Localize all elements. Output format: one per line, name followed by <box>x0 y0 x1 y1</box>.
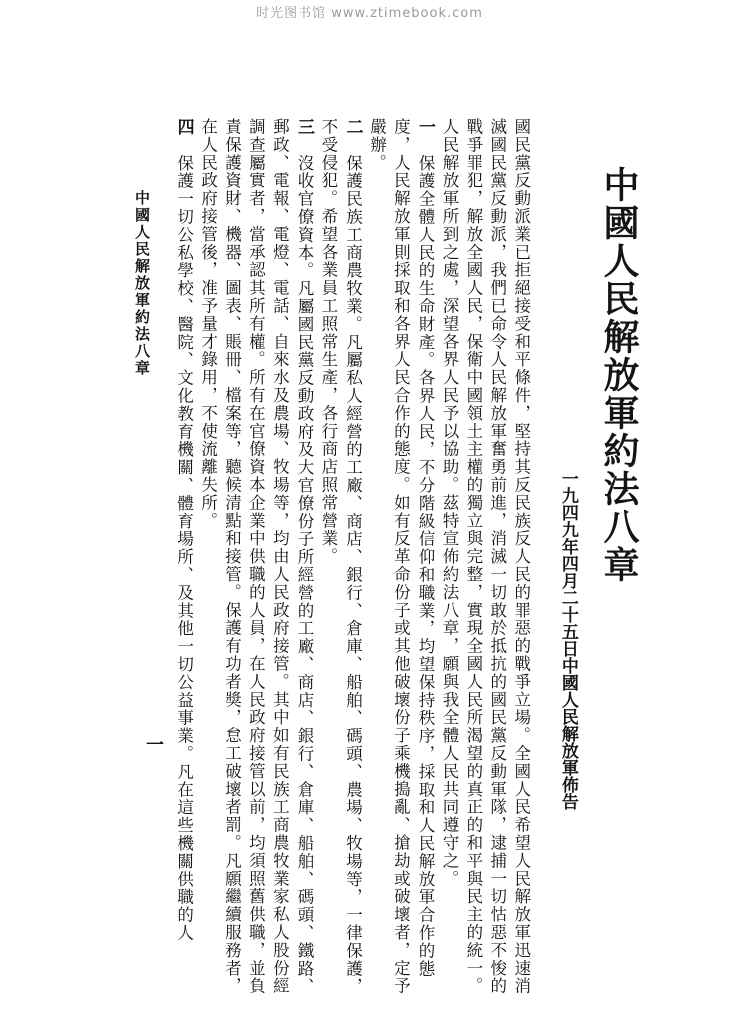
preamble-paragraph: 國民黨反動派業已拒絕接受和平條件，堅持其反民族反人民的罪惡的戰爭立場。全國人民希望人民解放軍迅速消滅國民黨反動派，我們已命令人民解放軍奮勇前進，消滅一切敢於抵抗的國民黨反動軍隊，逮捕一切怙惡不悛的戰爭罪犯，解放全國人民，保衛中國領土主權的獨立與完整，實現全國人民所渴望的真正的和平與民主的統一。人民解放軍所到之處，深望各界人民予以協助。茲特宣佈約法八章，願與我全體人民共同遵守之。 <box>439 118 531 996</box>
article-text: 沒收官僚資本。凡屬國民黨反動政府及大官僚份子所經營的工廠、商店、銀行、倉庫、船舶、碼頭、鐵路、郵政、電報、電燈、電話、自來水及農場、牧場等，均由人民政府接管。其中如有民族工商農牧業家私人股份經調查屬實者，當承認其所有權。所有在官僚資本企業中供職的人員，在人民政府接管以前，均須照舊供職，並負責保護資財、機器、圖表、賬冊、檔案等，聽候清點和接管。保護有功者獎，怠工破壞者罰。凡願繼續服務者，在人民政府接管後，准予量才錄用，不使流離失所。 <box>198 118 314 996</box>
article-text: 保護全體人民的生命財產。各界人民，不分階級信仰和職業，均望保持秩序，採取和人民解放軍合作的態度，人民解放軍則採取和各界人民合作的態度。如有反革命份子或其他破壞份子乘機搗亂、搶劫或破壞者，定予嚴辦。 <box>367 118 436 996</box>
document-subtitle: 一九四九年四月二十五日中國人民解放軍佈告 <box>557 470 578 810</box>
document-title: 中國人民解放軍約法八章 <box>598 166 640 584</box>
article-4 <box>171 118 196 998</box>
article-number: 一 <box>415 118 436 137</box>
running-head: 中國人民解放軍約法八章 <box>133 190 151 377</box>
article-1 <box>365 118 437 998</box>
watermark: 时光图书馆 www.ztimebook.com <box>256 6 483 21</box>
article-text: 保護一切公私學校、醫院、文化教育機關、體育場所、及其他一切公益事業。凡在這些機關供職的人 <box>174 154 194 942</box>
article-2 <box>316 118 365 998</box>
article-3 <box>196 118 316 998</box>
article-text: 保護民族工商農牧業。凡屬私人經營的工廠、商店、銀行、倉庫、船舶、碼頭、農場、牧場等，一律保護，不受侵犯。希望各業員工照常生產，各行商店照常營業。 <box>318 118 363 996</box>
document-page <box>160 118 640 998</box>
article-number: 二 <box>342 118 363 137</box>
page-number: 一 <box>143 735 164 753</box>
article-number: 三 <box>293 118 314 137</box>
article-number: 四 <box>173 118 194 137</box>
